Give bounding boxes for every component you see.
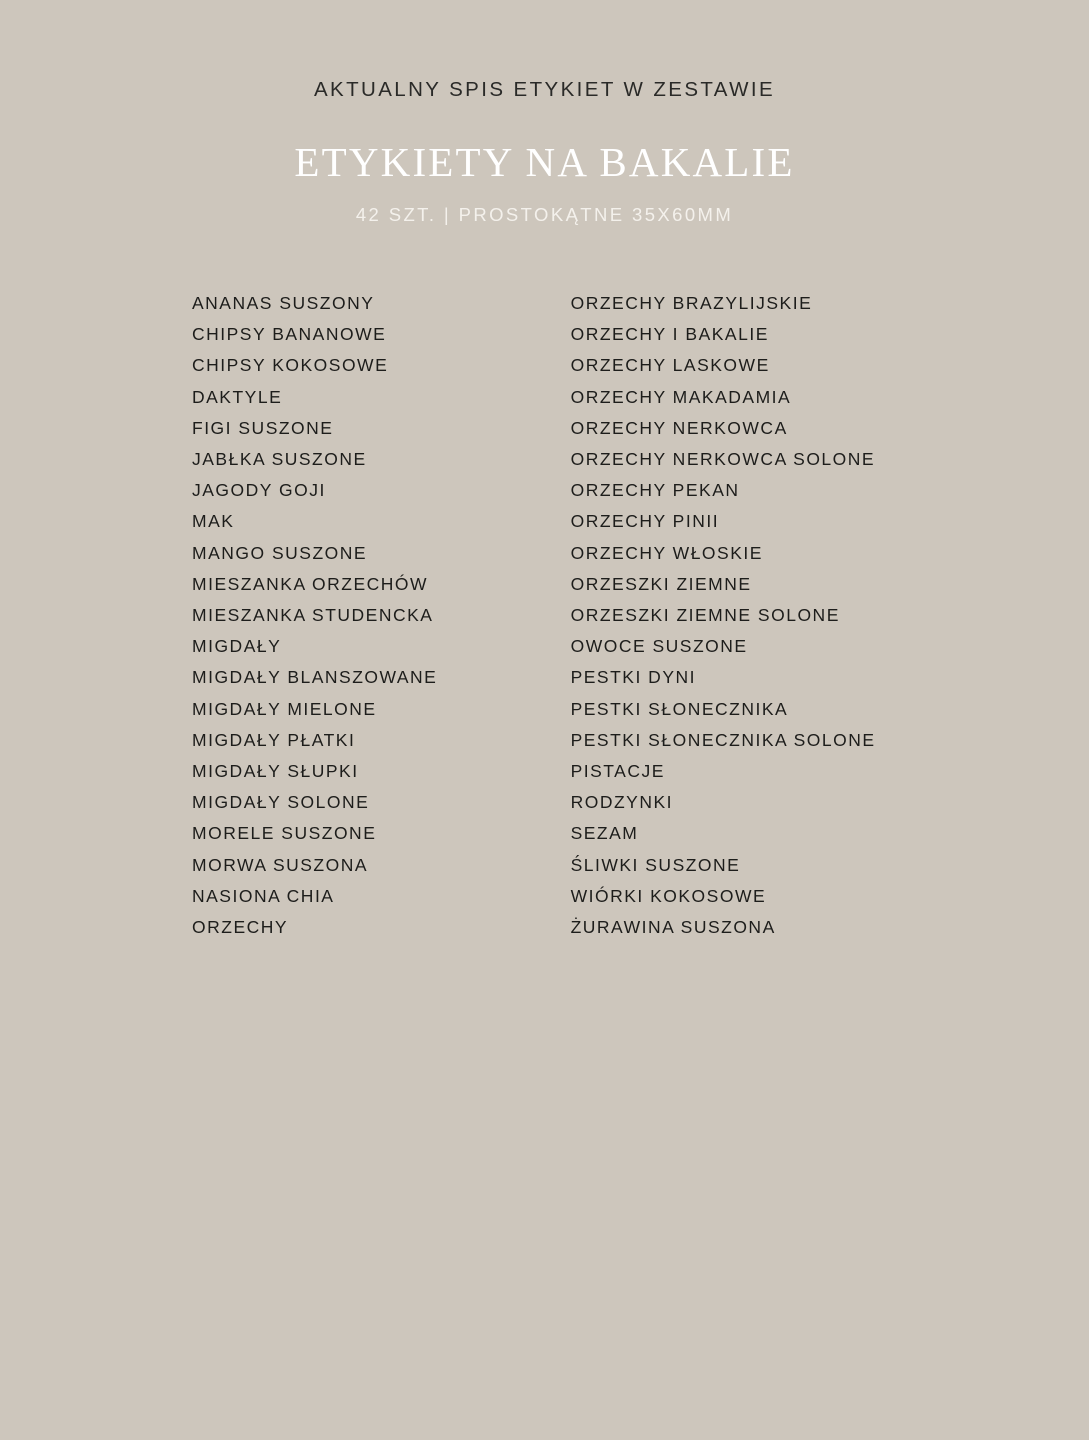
list-item: MIGDAŁY [192, 636, 282, 657]
list-item: JABŁKA SUSZONE [192, 449, 367, 470]
list-item: NASIONA CHIA [192, 885, 335, 906]
list-item: ORZECHY PEKAN [570, 480, 740, 501]
list-item: ORZECHY [192, 917, 289, 938]
list-item: ORZESZKI ZIEMNE SOLONE [570, 605, 840, 626]
list-item: MAK [192, 511, 235, 532]
list-item: MIESZANKA STUDENCKA [192, 605, 434, 626]
list-item: WIÓRKI KOKOSOWE [570, 885, 767, 906]
list-item: ORZECHY BRAZYLIJSKIE [570, 293, 813, 313]
list-item: CHIPSY BANANOWE [192, 324, 387, 345]
list-item: MIESZANKA ORZECHÓW [192, 573, 429, 594]
list-item: MIGDAŁY BLANSZOWANE [192, 667, 438, 688]
list-item: ORZECHY NERKOWCA [570, 417, 788, 438]
list-item: DAKTYLE [192, 386, 283, 407]
list-item: FIGI SUSZONE [192, 417, 334, 438]
list-item: ORZECHY NERKOWCA SOLONE [570, 449, 876, 470]
poster-subtitle: 42 SZT. | PROSTOKĄTNE 35X60MM [355, 204, 734, 225]
list-item: OWOCE SUSZONE [570, 636, 748, 657]
list-item: MORWA SUSZONA [192, 854, 369, 875]
list-item: MANGO SUSZONE [192, 542, 368, 563]
list-item: ORZECHY LASKOWE [570, 355, 770, 376]
list-item: RODZYNKI [570, 792, 674, 813]
poster-eyebrow: AKTUALNY SPIS ETYKIET W ZESTAWIE [313, 78, 776, 101]
list-item: CHIPSY KOKOSOWE [192, 355, 389, 376]
label-column-right [571, 288, 989, 943]
list-item: PESTKI DYNI [570, 667, 696, 688]
list-item: MIGDAŁY PŁATKI [192, 729, 356, 750]
page-title: ETYKIETY NA BAKALIE [294, 139, 795, 185]
list-item: MIGDAŁY SŁUPKI [192, 761, 359, 782]
list-item: ORZESZKI ZIEMNE [570, 573, 752, 594]
label-list-poster [0, 78, 1089, 1440]
list-item: SEZAM [570, 823, 639, 844]
list-item: ORZECHY PINII [570, 511, 720, 532]
list-item: ŻURAWINA SUSZONA [570, 917, 776, 938]
list-item: MIGDAŁY SOLONE [192, 792, 370, 813]
list-item: PISTACJE [570, 761, 665, 782]
label-columns [0, 288, 1089, 943]
list-item: ORZECHY WŁOSKIE [570, 542, 763, 563]
list-item: ORZECHY MAKADAMIA [570, 386, 792, 407]
list-item: JAGODY GOJI [192, 480, 326, 501]
list-item: PESTKI SŁONECZNIKA [570, 698, 789, 719]
list-item: ORZECHY I BAKALIE [570, 324, 769, 345]
label-column-left [192, 288, 571, 943]
list-item: ŚLIWKI SUSZONE [570, 854, 741, 875]
list-item: PESTKI SŁONECZNIKA SOLONE [570, 729, 876, 750]
list-item: ANANAS SUSZONY [192, 293, 375, 313]
list-item: MORELE SUSZONE [192, 823, 377, 844]
list-item: MIGDAŁY MIELONE [192, 698, 377, 719]
